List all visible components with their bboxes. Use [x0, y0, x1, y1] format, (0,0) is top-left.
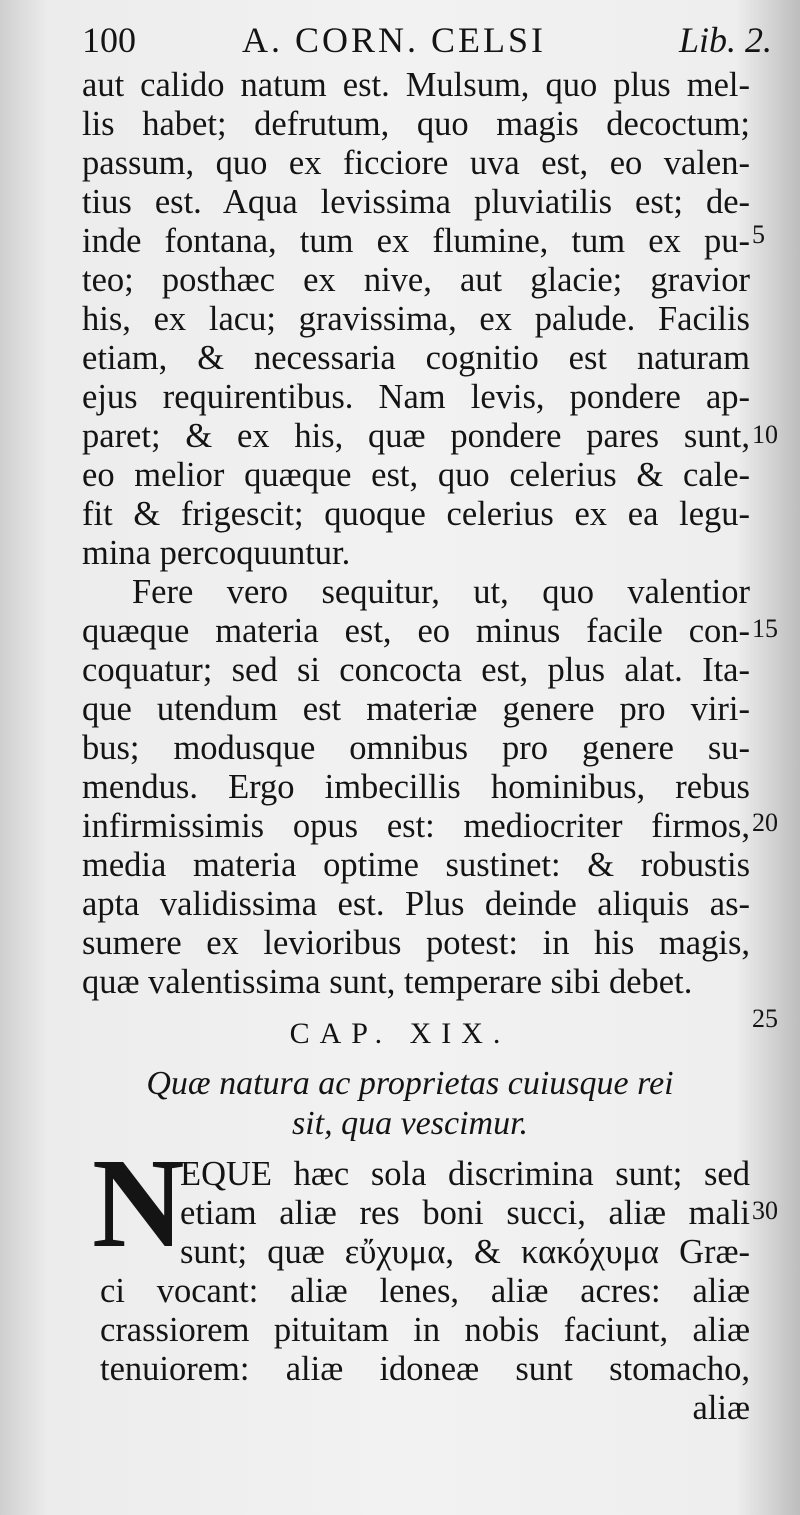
text-line: crassiorem pituitam in nobis faciunt, aliæ [100, 1311, 750, 1349]
chapter-subtitle-line-2: sit, qua vescimur. [291, 1105, 529, 1142]
page-number: 100 [82, 20, 136, 60]
text-line: etiam, & necessaria cognitio est naturam [82, 339, 750, 377]
line-number-20: 20 [752, 808, 778, 837]
text-line: etiam aliæ res boni succi, aliæ mali [180, 1194, 750, 1232]
text-line: inde fontana, tum ex flumine, tum ex pu- [82, 222, 750, 260]
text-line: Fere vero sequitur, ut, quo valentior [132, 573, 750, 611]
text-line: ci vocant: aliæ lenes, aliæ acres: aliæ [100, 1272, 750, 1310]
text-line: EQUE hæc sola discrimina sunt; sed [180, 1155, 750, 1193]
chapter-heading: CAP. XIX. [289, 1017, 511, 1050]
book-number: Lib. 2. [678, 20, 772, 60]
text-line: sumere ex levioribus potest: in his magis, [82, 924, 750, 962]
paragraph-3-full [100, 1272, 750, 1428]
text-line: teo; posthæc ex nive, aut glacie; gravior [82, 261, 750, 299]
text-line: fit & frigescit; quoque celerius ex ea legu- [82, 495, 750, 533]
line-number-10: 10 [752, 420, 778, 449]
text-line: quæque materia est, eo minus facile con- [82, 612, 750, 650]
text-line: aut calido natum est. Mulsum, quo plus mel- [82, 66, 750, 104]
text-line: quæ valentissima sunt, temperare sibi debet. [82, 963, 693, 1001]
text-line: his, ex lacu; gravissima, ex palude. Facilis [82, 300, 750, 338]
text-line: tius est. Aqua levissima pluviatilis est; de- [82, 183, 750, 221]
line-number-25: 25 [752, 1004, 778, 1033]
paragraph-3-indented [180, 1155, 750, 1272]
text-line: bus; modusque omnibus pro genere su- [82, 729, 750, 767]
text-line: apta validissima est. Plus deinde aliquis as- [82, 885, 750, 923]
paragraph-1 [82, 66, 750, 573]
text-line: eo melior quæque est, quo celerius & cale- [82, 456, 750, 494]
text-line: tenuiorem: aliæ idoneæ sunt stomacho, [100, 1350, 750, 1388]
text-line: media materia optime sustinet: & robustis [82, 846, 750, 884]
running-head: A. CORN. CELSI [242, 20, 547, 60]
text-line: mendus. Ergo imbecillis hominibus, rebus [82, 768, 750, 806]
text-line: coquatur; sed si concocta est, plus alat. Ita- [82, 651, 750, 689]
chapter-subtitle-line-1: Quæ natura ac proprietas cuiusque rei [146, 1065, 674, 1102]
text-line: sunt; quæ εὔχυμα, & κακόχυμα Græ- [180, 1233, 750, 1271]
text-line: infirmissimis opus est: mediocriter firmos, [82, 807, 750, 845]
text-line: lis habet; defrutum, quo magis decoctum; [82, 105, 750, 143]
drop-cap: N [92, 1132, 185, 1274]
line-number-5: 5 [752, 220, 765, 249]
text-line: paret; & ex his, quæ pondere pares sunt, [82, 417, 750, 455]
line-number-30: 30 [752, 1196, 778, 1225]
catchword: aliæ [692, 1389, 750, 1427]
paragraph-2 [82, 573, 750, 1002]
page-header [82, 18, 772, 62]
text-line: mina percoquuntur. [82, 534, 351, 572]
line-number-15: 15 [752, 614, 778, 643]
text-line: passum, quo ex ficciore uva est, eo valen- [82, 144, 750, 182]
text-line: ejus requirentibus. Nam levis, pondere ap- [82, 378, 750, 416]
text-line: que utendum est materiæ genere pro viri- [82, 690, 750, 728]
